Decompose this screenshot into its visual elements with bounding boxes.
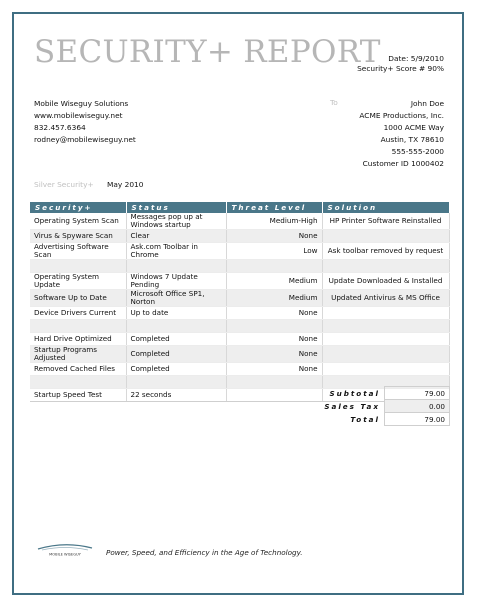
cell-solution: Ask toolbar removed by request <box>322 243 449 260</box>
cell-threat: None <box>226 363 322 376</box>
cell-solution: Updated Antivirus & MS Office <box>322 290 449 307</box>
table-row <box>30 320 449 333</box>
recipient-company: ACME Productions, Inc. <box>359 111 444 120</box>
cell-status: Up to date <box>126 307 226 320</box>
recipient-name: John Doe <box>410 99 444 108</box>
table-row <box>30 346 449 363</box>
total-row <box>319 413 450 426</box>
cell-status: Messages pop up at Windows startup <box>126 213 226 230</box>
cell-status: Completed <box>126 363 226 376</box>
cell-status: Clear <box>126 230 226 243</box>
cell-status: Completed <box>126 346 226 363</box>
cell-item: Startup Programs Adjusted <box>30 346 126 363</box>
total-value: 79.00 <box>385 413 450 426</box>
subtotal-label: Subtotal <box>329 388 380 398</box>
header-security: Security+ <box>30 202 126 213</box>
cell-solution <box>322 346 449 363</box>
cell-threat: Medium <box>226 290 322 307</box>
recipient-label: To <box>330 98 338 107</box>
table-row <box>30 333 449 346</box>
cell-threat: Medium-High <box>226 213 322 230</box>
cell-item: Removed Cached Files <box>30 363 126 376</box>
table-row <box>30 243 449 260</box>
cell-item: Operating System Update <box>30 273 126 290</box>
sender-email[interactable]: rodney@mobilewiseguy.net <box>34 135 136 144</box>
logo-swoosh <box>38 545 92 549</box>
cell-item: Advertising Software Scan <box>30 243 126 260</box>
report-score: Security+ Score # 90% <box>357 64 444 73</box>
table-row <box>30 273 449 290</box>
cell-threat: None <box>226 346 322 363</box>
cell-item <box>30 260 126 273</box>
sender-block <box>34 98 136 146</box>
cell-solution: Update Downloaded & Installed <box>322 273 449 290</box>
table-row <box>30 230 449 243</box>
sender-company: Mobile Wiseguy Solutions <box>34 99 129 108</box>
totals-table <box>319 386 450 426</box>
cell-solution <box>322 363 449 376</box>
subtotal-row <box>319 387 450 400</box>
header-threat-level: Threat Level <box>226 202 322 213</box>
cell-solution <box>322 333 449 346</box>
cell-item <box>30 376 126 389</box>
cell-threat: None <box>226 333 322 346</box>
cell-item: Startup Speed Test <box>30 389 126 402</box>
tax-label: Sales Tax <box>324 401 380 411</box>
security-table <box>30 202 450 402</box>
cell-item: Hard Drive Optimized <box>30 333 126 346</box>
report-meta <box>357 54 444 74</box>
cell-status: Microsoft Office SP1, Norton <box>126 290 226 307</box>
cell-solution <box>322 230 449 243</box>
cell-status <box>126 376 226 389</box>
company-logo <box>36 541 94 557</box>
subtotal-value: 79.00 <box>385 387 450 400</box>
cell-status <box>126 260 226 273</box>
recipient-block <box>359 98 444 170</box>
cell-solution <box>322 260 449 273</box>
table-row <box>30 213 449 230</box>
report-date: Date: 5/9/2010 <box>388 54 444 63</box>
cell-threat <box>226 320 322 333</box>
table-row <box>30 290 449 307</box>
footer-tagline: Power, Speed, and Efficiency in the Age of Technology. <box>106 548 303 557</box>
recipient-address: 1000 ACME Way <box>383 123 444 132</box>
total-label: Total <box>350 414 380 424</box>
cell-item: Virus & Spyware Scan <box>30 230 126 243</box>
sender-website[interactable]: www.mobilewiseguy.net <box>34 111 123 120</box>
logo-text: MOBILE WISEGUY <box>49 552 81 557</box>
report-title: SECURITY+ REPORT <box>34 34 381 70</box>
service-level-label: Silver Security+ <box>34 180 94 189</box>
cell-solution <box>322 307 449 320</box>
table-row <box>30 307 449 320</box>
cell-threat: Medium <box>226 273 322 290</box>
cell-threat: Low <box>226 243 322 260</box>
cell-threat <box>226 260 322 273</box>
cell-status: Ask.com Toolbar in Chrome <box>126 243 226 260</box>
cell-solution <box>322 320 449 333</box>
recipient-city: Austin, TX 78610 <box>380 135 444 144</box>
cell-solution: HP Printer Software Reinstalled <box>322 213 449 230</box>
cell-threat: None <box>226 230 322 243</box>
cell-status <box>126 320 226 333</box>
cell-threat <box>226 376 322 389</box>
header-status: Status <box>126 202 226 213</box>
cell-item: Device Drivers Current <box>30 307 126 320</box>
cell-threat <box>226 389 322 402</box>
recipient-customer-id: Customer ID 1000402 <box>362 159 444 168</box>
table-header-row <box>30 202 449 213</box>
cell-item: Operating System Scan <box>30 213 126 230</box>
sender-phone: 832.457.6364 <box>34 123 86 132</box>
table-row <box>30 363 449 376</box>
cell-status: Windows 7 Update Pending <box>126 273 226 290</box>
tax-row <box>319 400 450 413</box>
tax-value: 0.00 <box>385 400 450 413</box>
cell-status: 22 seconds <box>126 389 226 402</box>
logo-swoosh-inner <box>42 548 88 551</box>
recipient-phone: 555-555-2000 <box>391 147 444 156</box>
cell-item <box>30 320 126 333</box>
service-period: May 2010 <box>107 180 144 189</box>
cell-threat: None <box>226 307 322 320</box>
header-solution: Solution <box>322 202 449 213</box>
table-row <box>30 260 449 273</box>
cell-item: Software Up to Date <box>30 290 126 307</box>
cell-status: Completed <box>126 333 226 346</box>
